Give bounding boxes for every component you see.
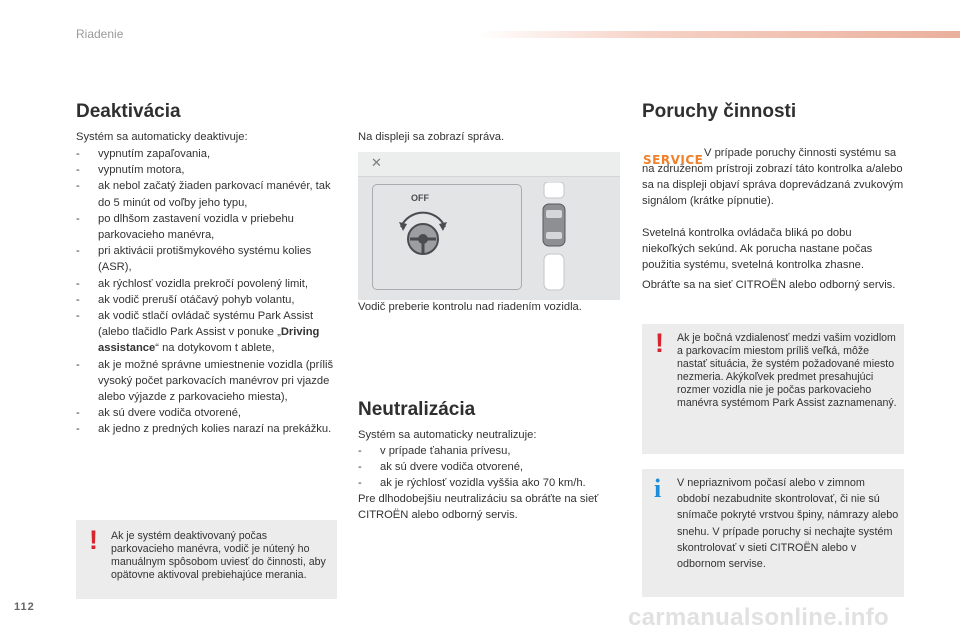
- driving-assistance-label: Driving assistance: [98, 326, 320, 355]
- display-topbar: [358, 152, 620, 177]
- list-item: - vypnutím motora,: [76, 162, 338, 178]
- parked-cars-icon: [540, 182, 568, 294]
- list-item: - ak vodič preruší otáčavý pohyb volantu,: [76, 292, 338, 308]
- malfunctions-text-1: V prípade poruchy činnosti systému sa na združenom prístroji zobrazí táto kontrolka a/alebo sa na displeji objaví správa doprevádzaná zvukovým signálom (krátke pípnutie).: [642, 147, 904, 207]
- page-number: 112: [14, 601, 35, 613]
- display-caption-bottom: Vodič preberie kontrolu nad riadením vozidla.: [358, 301, 582, 313]
- list-item: - ak nebol začatý žiaden parkovací manévér, tak do 5 minút od voľby jeho typu,: [76, 178, 338, 210]
- deactivation-list: [76, 146, 338, 438]
- header-bar: [478, 31, 960, 38]
- malfunctions-text-3: Obráťte sa na sieť CITROËN alebo odborný servis.: [642, 279, 896, 291]
- deactivation-title: Deaktivácia: [76, 101, 181, 122]
- display-caption-top: Na displeji sa zobrazí správa.: [358, 131, 505, 143]
- park-assist-text-after: “ na dotykovom t ablete,: [155, 342, 275, 355]
- list-item: - pri aktivácii protišmykového systému kolies (ASR),: [76, 243, 338, 275]
- info-text: V nepriaznivom počasí alebo v zimnom období nezabudnite skontrolovať, či nie sú snímače pokryté vrstvou špiny, námrazy alebo snehu. V prípade poruchy si nechajte systém skontrolovať v sieti CITROËN alebo v odbornom servise.: [677, 477, 899, 571]
- list-item: - ak sú dvere vodiča otvorené,: [358, 459, 620, 475]
- neutralization-list: [358, 443, 620, 492]
- list-item: - po dlhšom zastavení vozidla v priebehu parkovacieho manévra,: [76, 211, 338, 243]
- list-item: - ak jedno z predných kolies narazí na prekážku.: [76, 421, 338, 437]
- list-item: - ak je rýchlosť vozidla vyššia ako 70 km/h.: [358, 475, 620, 491]
- malfunctions-text-2: Svetelná kontrolka ovládača bliká po dobu niekoľkých sekúnd. Ak porucha nastane počas použitia systému, svetelná kontrolka zhasne.: [642, 227, 873, 271]
- neutralization-outro: Pre dlhodobejšiu neutralizáciu sa obráťte na sieť CITROËN alebo odborný servis.: [358, 493, 599, 521]
- deactivation-warning-box: [76, 520, 337, 599]
- service-warning-icon: SERVICE: [643, 148, 693, 172]
- warning-icon: !: [655, 328, 664, 358]
- list-item: - ak rýchlosť vozidla prekročí povolený limit,: [76, 276, 338, 292]
- section-header: Riadenie: [76, 27, 124, 41]
- off-label: OFF: [411, 193, 429, 203]
- neutralization-title: Neutralizácia: [358, 399, 476, 420]
- deactivation-intro: Systém sa automaticky deaktivuje:: [76, 131, 248, 143]
- list-item-park-assist: [76, 308, 338, 357]
- display-frame: [372, 184, 522, 290]
- info-icon: i: [654, 474, 662, 503]
- close-icon: ✕: [371, 155, 382, 170]
- steering-wheel-icon: [395, 207, 451, 259]
- malfunctions-title: Poruchy činnosti: [642, 101, 797, 122]
- malfunctions-warning-text: Ak je bočná vzdialenosť medzi vašim vozidlom a parkovacím miestom príliš veľká, môže nastať situácia, že systém požadované miesto nezmeria. Akýkoľvek predmet presahujúci rozmer vozidla nie je počas parkovacieho manévra systémom Park Assist zaznamenaný.: [677, 332, 897, 409]
- list-item: - vypnutím zapaľovania,: [76, 146, 338, 162]
- deactivation-warning-text: Ak je systém deaktivovaný počas parkovacieho manévra, vodič je nútený ho manuálnym spôsobom uviesť do činnosti, aby opätovne aktivoval prebiehajúce merania.: [111, 530, 326, 581]
- malfunctions-warning-box: [642, 324, 904, 454]
- list-item: - ak sú dvere vodiča otvorené,: [76, 405, 338, 421]
- watermark: carmanualsonline.info: [628, 604, 890, 631]
- park-assist-text-before: ak vodič stlačí ovládač systému Park Assist (alebo tlačidlo Park Assist v ponuke „: [98, 310, 314, 339]
- info-box: [642, 469, 904, 597]
- list-item: - ak je možné správne umiestnenie vozidla (príliš vysoký počet parkovacích manévrov pri vjazde alebo výjazde z parkovacieho miesta),: [76, 357, 338, 406]
- neutralization-intro: Systém sa automaticky neutralizuje:: [358, 429, 537, 441]
- display-illustration: [358, 152, 620, 300]
- list-item: - v prípade ťahania prívesu,: [358, 443, 620, 459]
- warning-icon: !: [89, 525, 98, 555]
